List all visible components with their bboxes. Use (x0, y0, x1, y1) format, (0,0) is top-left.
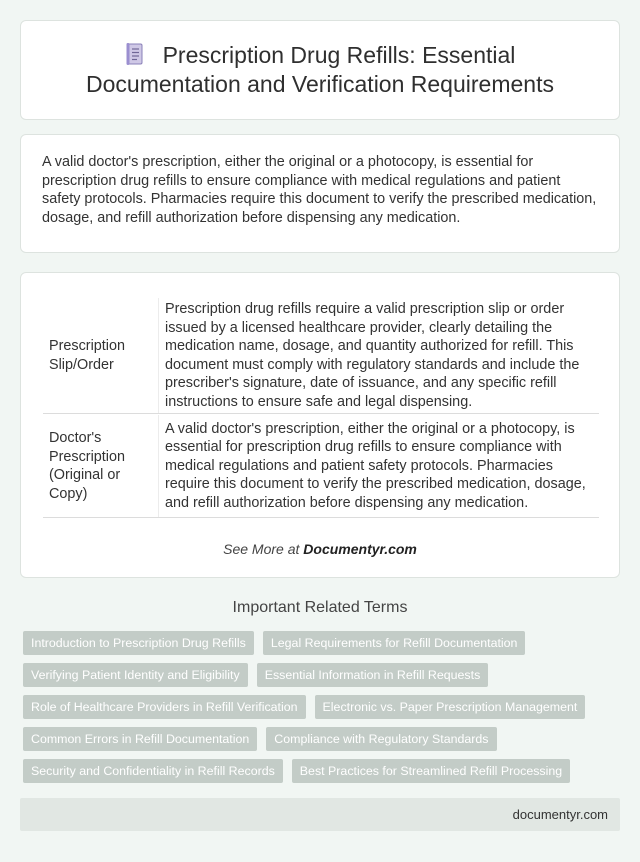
tag-row (23, 631, 623, 655)
tag-row (23, 727, 623, 751)
intro-text: A valid doctor's prescription, either the original or a photocopy, is essential for prescription drug refills to ensure compliance with medical regulations and patient safety protocols. Pharmacies require this document to verify the prescribed medication, dosage, and refill authorization before dispensing any medication. (42, 154, 597, 226)
title-line-1: Prescription Drug Refills: Essential (162, 42, 516, 68)
table-row (43, 415, 599, 518)
related-term-tag[interactable]: Best Practices for Streamlined Refill Processing (292, 759, 570, 783)
row-label: Prescription Slip/Order (49, 338, 125, 373)
related-term-tag[interactable]: Verifying Patient Identity and Eligibility (23, 663, 248, 687)
tag-row (23, 695, 623, 719)
intro-card (20, 134, 620, 253)
document-icon (125, 42, 145, 66)
see-more-prefix: See More at (223, 541, 304, 557)
tag-row (23, 663, 623, 687)
related-term-tag[interactable]: Common Errors in Refill Documentation (23, 727, 257, 751)
row-label: Doctor's Prescription (Original or Copy) (49, 430, 125, 502)
footer (20, 798, 620, 831)
related-term-tag[interactable]: Compliance with Regulatory Standards (266, 727, 496, 751)
related-term-tag[interactable]: Security and Confidentiality in Refill Records (23, 759, 283, 783)
related-term-tag[interactable]: Role of Healthcare Providers in Refill Verification (23, 695, 306, 719)
related-terms-list (23, 631, 623, 791)
info-table-card (20, 272, 620, 578)
related-term-tag[interactable]: Essential Information in Refill Requests (257, 663, 489, 687)
row-value: A valid doctor's prescription, either the original or a photocopy, is essential for prescription drug refills to ensure compliance with medical regulations and patient safety protocols. Pharmacies require this document to verify the prescribed medication, dosage, and refill authorization before dispensing any medication. (158, 415, 599, 517)
related-term-tag[interactable]: Legal Requirements for Refill Documentation (263, 631, 526, 655)
table-row (43, 298, 599, 414)
footer-site-link[interactable]: documentyr.com (512, 807, 608, 822)
related-term-tag[interactable]: Electronic vs. Paper Prescription Management (315, 695, 586, 719)
title-card (20, 20, 620, 120)
related-terms-heading: Important Related Terms (232, 599, 408, 616)
see-more (21, 541, 619, 557)
page-title (86, 41, 554, 99)
related-term-tag[interactable]: Introduction to Prescription Drug Refills (23, 631, 254, 655)
tag-row (23, 759, 623, 783)
row-value: Prescription drug refills require a valid prescription slip or order issued by a licensed healthcare provider, clearly detailing the medication name, dosage, and quantity authorized for refill. This document must comply with regulatory standards and include the prescriber's signature, date of issuance, and any specific refill instructions to ensure safe and legal dispensing. (158, 298, 599, 413)
title-line-2: Documentation and Verification Requirements (86, 71, 554, 97)
see-more-link[interactable]: Documentyr.com (303, 541, 417, 557)
